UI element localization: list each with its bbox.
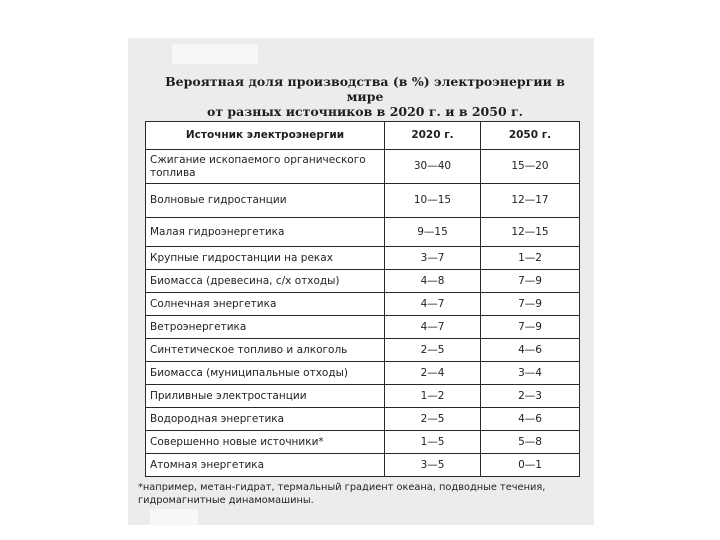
source-cell: Волновые гидростанции — [146, 184, 385, 218]
value-2020-cell: 30—40 — [385, 150, 481, 184]
source-cell: Малая гидроэнергетика — [146, 218, 385, 247]
value-2020-cell: 4—7 — [385, 316, 481, 339]
source-cell: Совершенно новые источники* — [146, 431, 385, 454]
table-header-row — [146, 122, 580, 150]
title-line-1: Вероятная доля производства (в %) электроэнергии в мире — [165, 74, 565, 104]
table-row — [146, 270, 580, 293]
title-line-2: от разных источников в 2020 г. и в 2050 г. — [206, 104, 524, 119]
source-cell: Сжигание ископаемого органического топлива — [146, 150, 385, 184]
value-2050-cell: 2—3 — [481, 385, 580, 408]
source-cell: Приливные электростанции — [146, 385, 385, 408]
energy-share-table — [145, 121, 580, 477]
table-row — [146, 431, 580, 454]
value-2020-cell: 2—5 — [385, 339, 481, 362]
source-cell: Солнечная энергетика — [146, 293, 385, 316]
table-footnote: *например, метан-гидрат, термальный градиент океана, подводные течения, гидромагнитные динамомашины. — [138, 482, 546, 506]
value-2050-cell: 12—15 — [481, 218, 580, 247]
source-cell: Биомасса (древесина, с/х отходы) — [146, 270, 385, 293]
source-cell: Водородная энергетика — [146, 408, 385, 431]
value-2050-cell: 7—9 — [481, 293, 580, 316]
value-2020-cell: 3—7 — [385, 247, 481, 270]
value-2050-cell: 7—9 — [481, 270, 580, 293]
scan-artifact — [172, 44, 258, 64]
scan-artifact — [150, 509, 198, 525]
header-2050: 2050 г. — [481, 122, 580, 150]
value-2050-cell: 1—2 — [481, 247, 580, 270]
table-row — [146, 184, 580, 218]
value-2020-cell: 9—15 — [385, 218, 481, 247]
value-2020-cell: 2—4 — [385, 362, 481, 385]
source-cell: Синтетическое топливо и алкоголь — [146, 339, 385, 362]
source-cell: Крупные гидростанции на реках — [146, 247, 385, 270]
source-cell: Биомасса (муниципальные отходы) — [146, 362, 385, 385]
value-2050-cell: 15—20 — [481, 150, 580, 184]
table-row — [146, 316, 580, 339]
table-row — [146, 385, 580, 408]
source-cell: Ветроэнергетика — [146, 316, 385, 339]
value-2050-cell: 0—1 — [481, 454, 580, 477]
header-2020: 2020 г. — [385, 122, 481, 150]
table-title — [150, 74, 580, 119]
table-row — [146, 293, 580, 316]
value-2050-cell: 7—9 — [481, 316, 580, 339]
table-row — [146, 247, 580, 270]
value-2050-cell: 3—4 — [481, 362, 580, 385]
value-2050-cell: 5—8 — [481, 431, 580, 454]
value-2020-cell: 1—5 — [385, 431, 481, 454]
value-2020-cell: 2—5 — [385, 408, 481, 431]
table-row — [146, 408, 580, 431]
value-2020-cell: 1—2 — [385, 385, 481, 408]
value-2050-cell: 4—6 — [481, 408, 580, 431]
source-cell: Атомная энергетика — [146, 454, 385, 477]
header-source: Источник электроэнергии — [146, 122, 385, 150]
table-row — [146, 218, 580, 247]
value-2050-cell: 4—6 — [481, 339, 580, 362]
value-2050-cell: 12—17 — [481, 184, 580, 218]
table-row — [146, 339, 580, 362]
value-2020-cell: 10—15 — [385, 184, 481, 218]
value-2020-cell: 4—8 — [385, 270, 481, 293]
table-row — [146, 454, 580, 477]
value-2020-cell: 3—5 — [385, 454, 481, 477]
table-row — [146, 362, 580, 385]
value-2020-cell: 4—7 — [385, 293, 481, 316]
table-row — [146, 150, 580, 184]
